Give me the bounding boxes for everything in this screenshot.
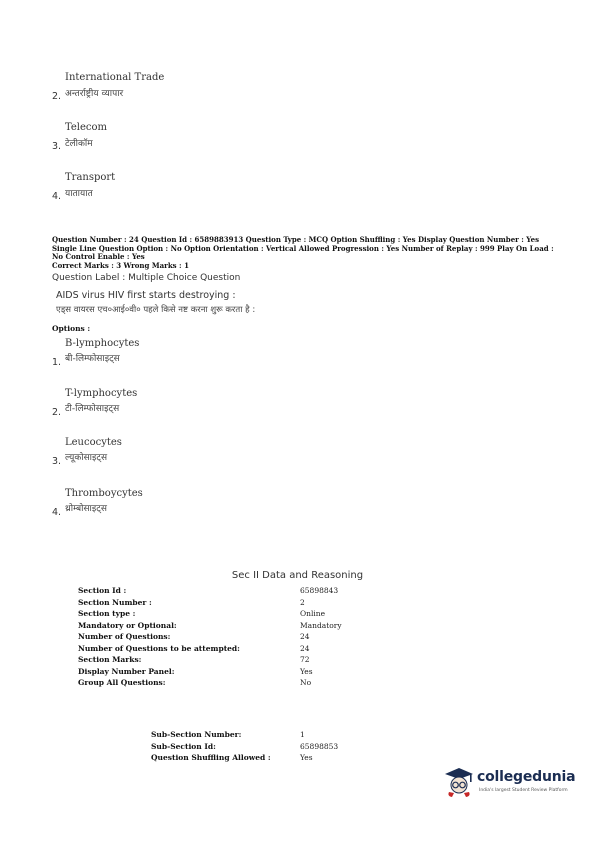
row-key: Question Shuffling Allowed : [151, 753, 271, 762]
option-text-en: Leucocytes [65, 437, 122, 448]
subsection-row [151, 752, 338, 764]
option-text-hi: ल्यूकोसाइट्स [65, 453, 108, 463]
option-text-en: Transport [65, 172, 116, 183]
question-text-hi: एड्स वायरस एच०आई०वी० पहले किसे नष्ट करना शुरू करता है : [56, 305, 256, 315]
section-row [78, 608, 342, 620]
option-text-hi: बी-लिम्फोसाइट्स [65, 354, 120, 364]
section-row [78, 677, 342, 689]
row-value: 72 [300, 655, 310, 664]
row-key: Display Number Panel: [78, 666, 175, 676]
row-key: Sub-Section Number: [151, 730, 242, 739]
option-text-en: T-lymphocytes [65, 388, 138, 399]
option-text-hi: थ्रोम्बोसाइट्स [65, 504, 107, 514]
row-key: Section Marks: [78, 655, 142, 664]
subsection-row [151, 729, 338, 741]
option-number: 3. [52, 456, 62, 467]
row-key: Section type : [78, 609, 136, 618]
option-text-hi: टेलीकॉम [65, 139, 93, 149]
section-details-table [78, 585, 342, 689]
section-row [78, 666, 342, 678]
section-row [78, 643, 342, 655]
section-row [78, 597, 342, 609]
row-value: 24 [300, 643, 310, 653]
row-key: Mandatory or Optional: [78, 620, 177, 630]
option-text-en: B-lymphocytes [65, 338, 140, 349]
question-label: Question Label : Multiple Choice Question [52, 273, 241, 283]
option-text-hi: टी-लिम्फोसाइट्स [65, 404, 120, 414]
row-key: Section Number : [78, 597, 152, 607]
row-value: Mandatory [300, 620, 342, 630]
row-key: Number of Questions to be attempted: [78, 643, 240, 653]
marks-line: Correct Marks : 3 Wrong Marks : 1 [52, 260, 189, 270]
row-key: Group All Questions: [78, 678, 166, 687]
question-text-en: AIDS virus HIV first starts destroying : [56, 290, 236, 301]
row-key: Number of Questions: [78, 632, 171, 641]
section-row [78, 654, 342, 666]
option-number: 2. [52, 407, 62, 418]
row-value: 65898843 [300, 586, 339, 595]
option-text-en: Thromboycytes [65, 488, 143, 499]
logo-tagline: India's largest Student Review Platform [479, 788, 568, 793]
option-text-hi: यातायात [65, 189, 93, 199]
row-key: Sub-Section Id: [151, 741, 216, 751]
section-row [78, 585, 342, 597]
option-text-en: International Trade [65, 72, 165, 83]
option-number: 4. [52, 191, 62, 202]
row-value: 2 [300, 597, 305, 607]
section-title: Sec II Data and Reasoning [231, 570, 364, 581]
row-value: Yes [300, 753, 313, 762]
option-text-hi: अन्तर्राष्ट्रीय व्यापार [65, 89, 124, 99]
row-value: 65898853 [300, 741, 339, 751]
option-number: 3. [52, 141, 62, 152]
option-number: 2. [52, 91, 62, 102]
option-number: 1. [52, 357, 62, 368]
section-row [78, 620, 342, 632]
meta-line: Question Number : 24 Question Id : 6589883913 Question Type : MCQ Option Shuffling : Yes Display Question Number : Yes [52, 235, 540, 244]
collegedunia-logo [441, 764, 581, 804]
logo-name: collegedunia [477, 769, 576, 785]
option-text-en: Telecom [65, 122, 108, 133]
option-number: 4. [52, 507, 62, 518]
row-key: Section Id : [78, 586, 127, 595]
subsection-details-table [151, 729, 338, 764]
meta-line: Single Line Question Option : No Option Orientation : Vertical Allowed Progression : Yes Number of Replay : 999 Play On Load : [52, 243, 554, 253]
options-label: Options : [52, 324, 91, 333]
subsection-row [151, 741, 338, 753]
meta-line: No Control Enable : Yes [52, 252, 145, 262]
graduate-mascot-icon [441, 764, 477, 800]
row-value: 24 [300, 632, 310, 641]
row-value: Online [300, 609, 326, 618]
row-value: 1 [300, 730, 305, 739]
row-value: Yes [300, 666, 313, 676]
row-value: No [300, 678, 312, 687]
question-metadata [52, 236, 552, 270]
section-row [78, 631, 342, 643]
